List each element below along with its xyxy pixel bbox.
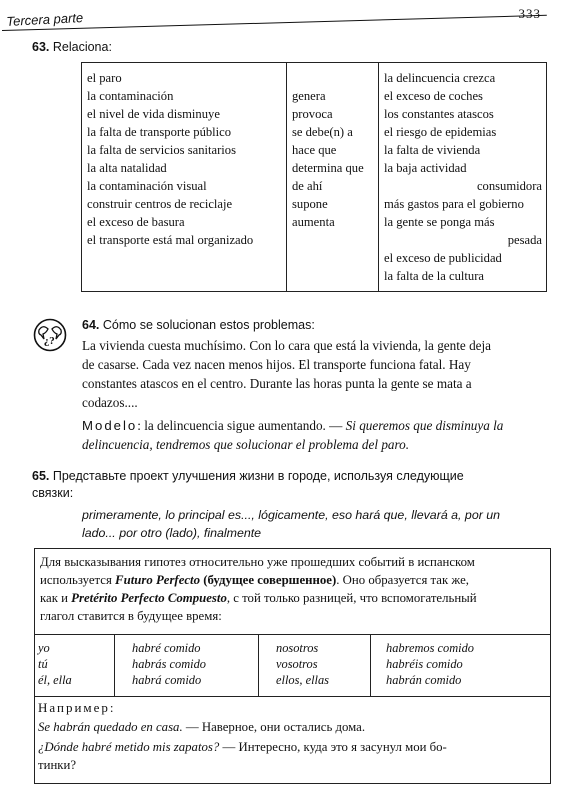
list-item: provoca [292,107,333,121]
exercise-64-text [82,336,557,412]
tense-translation: (будущее совершенное) [200,573,337,587]
list-item: el riesgo de epidemias [384,125,497,139]
pronoun: tú [38,657,48,671]
verb-form: habréis comido [386,657,463,671]
pronoun: él, ella [38,673,72,687]
example-spanish: Se habrán quedado en casa. [38,720,183,734]
text-line: Для высказывания гипотез относительно уже прошедших событий в испанском [40,555,475,569]
pronouns-singular [38,640,72,688]
list-item: la contaminación [87,89,174,103]
list-item: hace que [292,143,337,157]
forms-singular [132,640,206,688]
list-item: el exceso de publicidad [384,251,502,265]
list-item: más gastos para el gobierno [384,197,524,211]
grid-line [370,634,371,696]
list-item: la contaminación visual [87,179,207,193]
list-item: la falta de transporte público [87,125,232,139]
model-answer: Si queremos que disminuya la [345,418,504,433]
verb-form: habré comido [132,641,201,655]
text-line: constantes atascos en el centro. Durante las horas punta la gente se mata a [82,376,472,391]
list-item: la baja actividad [384,161,467,175]
connectors-line: lado... por otro (lado), finalmente [82,526,262,540]
list-item: el transporte está mal organizado [87,233,254,247]
connectors-list [82,506,552,542]
pronoun: nosotros [276,641,319,655]
relate-column-consequences [379,63,547,292]
list-item: determina que [292,161,364,175]
list-item: la alta natalidad [87,161,167,175]
example-spanish: ¿Dónde habré metido mis zapatos? [38,740,220,754]
speech-question-icon [33,318,67,352]
grid-line [34,634,551,635]
forms-plural [386,640,474,688]
tense-name: Pretérito Perfecto Compuesto [71,591,227,605]
exercise-65-number: 65. [32,469,50,483]
exercise-64-title [82,318,315,332]
relate-table [81,62,547,292]
grammar-explanation [40,553,550,625]
exercise-64-model [82,416,562,454]
tense-name: Futuro Perfecto [115,573,201,587]
text-fragment: используется [40,573,116,587]
list-item: la falta de servicios sanitarios [87,143,236,157]
exercise-64-number: 64. [82,318,100,332]
list-item: el exceso de basura [87,215,185,229]
list-item: supone [292,197,328,211]
exercise-63-title [32,40,112,54]
model-label: Modelo [82,418,138,433]
examples-label: Например: [38,700,116,715]
list-item: pesada [507,233,542,247]
pronoun: ellos, ellas [276,673,329,687]
list-item: el exceso de coches [384,89,483,103]
list-item: genera [292,89,326,103]
list-item: construir centros de reciclaje [87,197,233,211]
pronouns-plural [276,640,329,688]
text-line: La vivienda cuesta muchísimo. Con lo cara que está la vivienda, la gente deja [82,338,492,353]
text-line: codazos.... [82,395,138,410]
list-item: la falta de vivienda [384,143,481,157]
list-item: se debe(n) a [292,125,353,139]
text-line: глагол ставится в будущее время: [40,609,222,623]
exercise-65-instruction-cont: связки: [32,486,74,500]
exercise-65-title [32,468,552,502]
verb-form: habrás comido [132,657,206,671]
text-line: de casarse. Cada vez nacen menos hijos. El transporte funciona fatal. Hay [82,357,471,372]
model-sentence: : la delincuencia sigue aumentando. — [137,418,346,433]
list-item: la falta de la cultura [384,269,484,283]
list-item: consumidora [476,179,542,193]
list-item: la gente se ponga más [384,215,495,229]
connectors-line: primeramente, lo principal es..., lógicamente, eso hará que, llevará a, por un [82,508,501,522]
list-item: el nivel de vida disminuye [87,107,220,121]
verb-form: habrá comido [132,673,202,687]
example-2 [38,738,447,756]
example-2-continued: тинки? [38,758,77,772]
relate-column-verbs [287,63,379,292]
example-russian: — Наверное, они остались дома. [182,720,366,734]
verb-form: habrán comido [386,673,462,687]
relate-column-subjects [82,63,287,292]
model-answer-continued: delincuencia, tendremos que solucionar el problema del paro. [82,437,410,452]
exercise-65-instruction: Представьте проект улучшения жизни в городе, используя следующие [52,469,464,483]
list-item: el paro [87,71,122,85]
example-russian: — Интересно, куда это я засунул мои бо- [219,740,447,754]
example-1 [38,718,365,736]
list-item: aumenta [292,215,335,229]
exercise-63-instruction: Relaciona: [52,40,112,54]
grid-line [258,634,259,696]
svg-text:¿?: ¿? [44,337,55,347]
pronoun: yo [38,641,50,655]
grid-line [114,634,115,696]
exercise-64-instruction: Cómo se solucionan estos problemas: [102,318,315,332]
list-item: la delincuencia crezca [384,71,496,85]
page-number: 333 [518,6,541,21]
verb-form: habremos comido [386,641,474,655]
text-fragment: как и [40,591,72,605]
part-title: Tercera parte [6,9,84,29]
header-rule [2,15,547,31]
text-fragment: . Оно образуется так же, [336,573,469,587]
grid-line [34,696,551,697]
pronoun: vosotros [276,657,318,671]
text-fragment: , с той только разницей, что вспомогательный [226,591,477,605]
exercise-63-number: 63. [32,40,50,54]
list-item: los constantes atascos [384,107,494,121]
list-item: de ahí [292,179,323,193]
